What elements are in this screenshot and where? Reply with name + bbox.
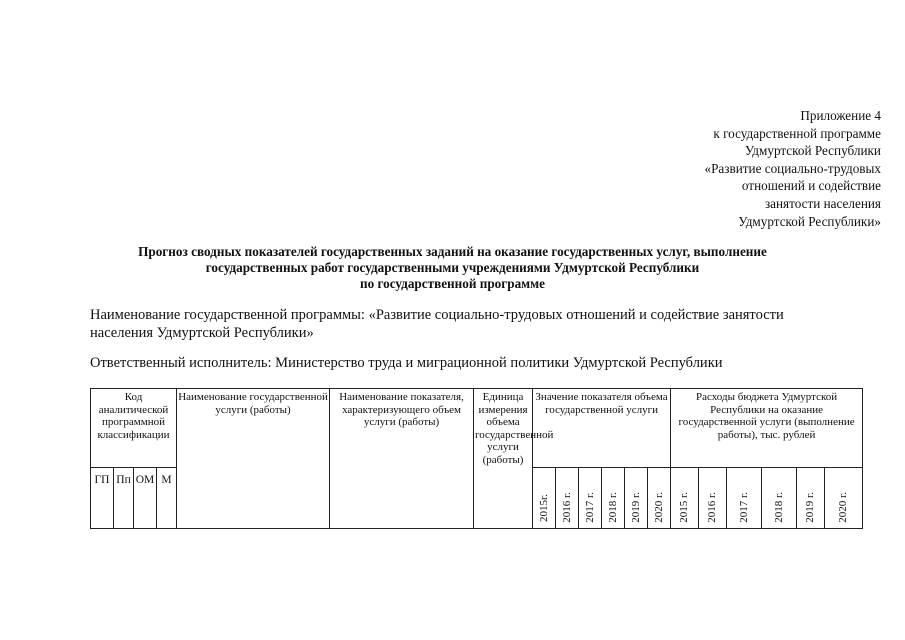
expense-header: Расходы бюджета Удмуртской Республики на оказание государственной услуги (выполнение работы), тыс. рублей xyxy=(671,389,863,468)
appendix-line: Удмуртской Республики» xyxy=(738,213,881,229)
value-year-2019: 2019 г. xyxy=(625,468,648,529)
appendix-line: «Развитие социально-трудовых xyxy=(704,160,881,176)
appendix-line: Удмуртской Республики xyxy=(744,143,881,159)
unit-header: Единица измерения объема государственной услуги (работы) xyxy=(474,389,533,529)
title-line: по государственной программе xyxy=(359,276,546,291)
forecast-table xyxy=(90,388,863,529)
appendix-block xyxy=(601,107,881,230)
value-year-2017: 2017 г. xyxy=(579,468,602,529)
code-col-gp: ГП xyxy=(91,468,114,529)
expense-year-2015: 2015 г. xyxy=(671,468,699,529)
indicator-header: Наименование показателя, характеризующего объем услуги (работы) xyxy=(330,389,474,529)
title-line: Прогноз сводных показателей государственных заданий на оказание государственных услуг, выполнение xyxy=(138,244,767,259)
value-year-2015: 2015г. xyxy=(533,468,556,529)
code-header: Код аналитической программной классификации xyxy=(91,389,177,468)
expense-year-2016: 2016 г. xyxy=(699,468,727,529)
service-name-header: Наименование государственной услуги (работы) xyxy=(177,389,330,529)
appendix-line: отношений и содействие xyxy=(741,178,881,194)
code-col-om: ОМ xyxy=(134,468,157,529)
appendix-line: Приложение 4 xyxy=(800,108,881,123)
code-col-m: М xyxy=(157,468,177,529)
value-year-2020: 2020 г. xyxy=(648,468,671,529)
appendix-line: к государственной программе xyxy=(713,125,881,141)
appendix-line: занятости населения xyxy=(764,195,881,211)
code-col-pp: Пп xyxy=(114,468,134,529)
expense-year-2020: 2020 г. xyxy=(825,468,863,529)
value-year-2016: 2016 г. xyxy=(556,468,579,529)
responsible-executor: Ответственный исполнитель: Министерство труда и миграционной политики Удмуртской Республики xyxy=(90,355,723,371)
document-title xyxy=(40,244,865,292)
expense-year-2018: 2018 г. xyxy=(762,468,797,529)
title-line: государственных работ государственными учреждениями Удмуртской Республики xyxy=(205,260,700,275)
expense-year-2019: 2019 г. xyxy=(797,468,825,529)
value-year-2018: 2018 г. xyxy=(602,468,625,529)
value-header: Значение показателя объема государственной услуги xyxy=(533,389,671,468)
program-name: Наименование государственной программы: «Развитие социально-трудовых отношений и содействие занятости населения Удмуртской Республики» xyxy=(90,307,784,341)
expense-year-2017: 2017 г. xyxy=(727,468,762,529)
